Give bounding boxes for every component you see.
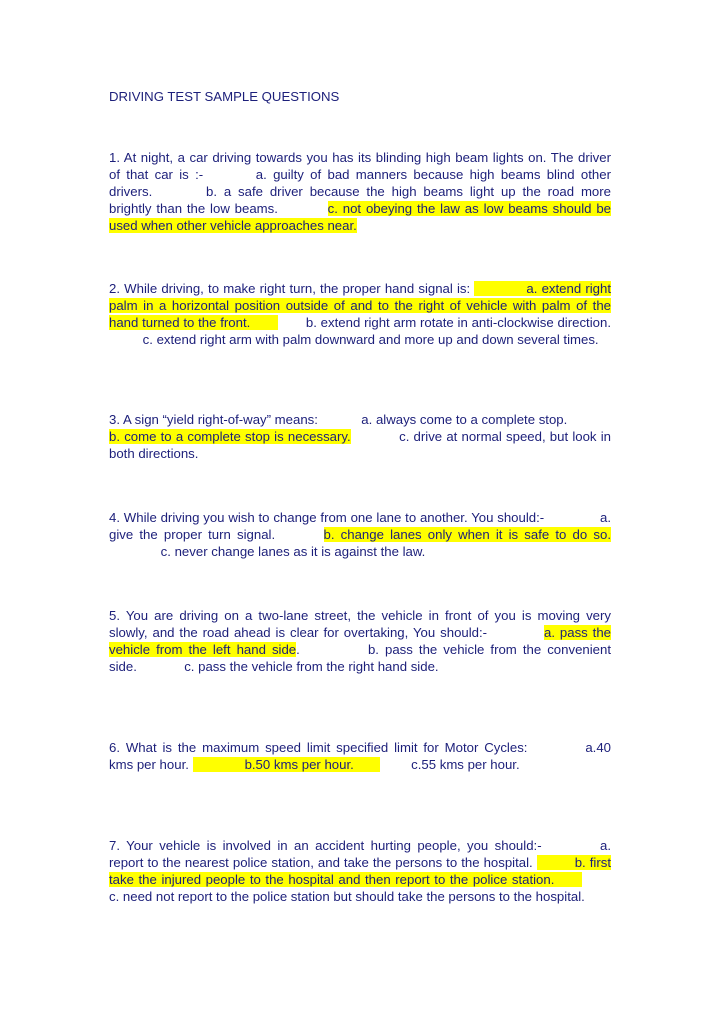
question-7-option-c: c. need not report to the police station but should take the persons to the hospital. [109, 889, 585, 904]
question-4-option-b: b. change lanes only when it is safe to do so. [323, 527, 611, 542]
question-1-option-b: b. a safe driver because the high beams light up the road more brightly than the low beams. [109, 184, 611, 216]
question-7 [109, 837, 611, 905]
question-6-option-a: a.40 kms per hour. [109, 740, 611, 772]
question-4-stem: 4. While driving you wish to change from one lane to another. You should:- [109, 510, 545, 525]
question-7-option-a: a. report to the nearest police station, and take the persons to the hospital. [109, 838, 611, 870]
question-6-stem: 6. What is the maximum speed limit specified limit for Motor Cycles: [109, 740, 528, 755]
question-6-option-b: b.50 kms per hour. [244, 757, 354, 772]
question-7-option-b: b. first take the injured people to the hospital and then report to the police station. [109, 855, 611, 887]
question-1-option-c: c. not obeying the law as low beams should be used when other vehicle approaches near. [109, 201, 612, 233]
question-5-option-b: b. pass the vehicle from the convenient side. [109, 642, 612, 674]
question-6-option-c: c.55 kms per hour. [411, 757, 520, 772]
question-5-option-c: c. pass the vehicle from the right hand side. [184, 659, 439, 674]
question-1-option-a: a. guilty of bad manners because high beams blind other drivers. [109, 167, 611, 199]
question-3 [109, 411, 611, 462]
question-3-option-b: b. come to a complete stop is necessary. [109, 429, 351, 444]
question-2-option-a: a. extend right palm in a horizontal position outside of and to the right of vehicle with palm of the hand turned to the front. [109, 281, 611, 330]
question-4-option-a: a. give the proper turn signal. [109, 510, 611, 542]
question-2-option-b: b. extend right arm rotate in anti-clockwise direction. [305, 315, 611, 330]
question-5-stem: 5. You are driving on a two-lane street, the vehicle in front of you is moving very slowly, and the road ahead is clear for overtaking, You should:- [109, 608, 611, 640]
question-2 [109, 280, 611, 348]
question-2-stem: 2. While driving, to make right turn, the proper hand signal is: [109, 281, 471, 296]
question-3-option-c: c. drive at normal speed, but look in both directions. [109, 429, 611, 461]
question-3-option-a: a. always come to a complete stop. [361, 412, 568, 427]
question-7-stem: 7. Your vehicle is involved in an accident hurting people, you should:- [109, 838, 542, 853]
question-4 [109, 509, 611, 560]
question-2-option-c: c. extend right arm with palm downward and more up and down several times. [142, 332, 599, 347]
question-6 [109, 739, 611, 773]
question-1 [109, 149, 611, 234]
question-1-stem: 1. At night, a car driving towards you has its blinding high beam lights on. The driver of that car is :- [109, 150, 611, 182]
question-5-option-a: a. pass the vehicle from the left hand side [109, 625, 611, 657]
page-title: DRIVING TEST SAMPLE QUESTIONS [109, 89, 340, 104]
question-4-option-c: c. never change lanes as it is against the law. [160, 544, 426, 559]
question-3-stem: 3. A sign “yield right-of-way” means: [109, 412, 318, 427]
question-5: 5. You are driving on a two-lane street, the vehicle in front of you is moving very slowly, and the road ahead is clear for overtaking, You should:- a. pass the vehicle from the left hand side. b. pass the vehicle from the convenient side. c. pass the vehicle from the right hand side. [109, 608, 612, 674]
